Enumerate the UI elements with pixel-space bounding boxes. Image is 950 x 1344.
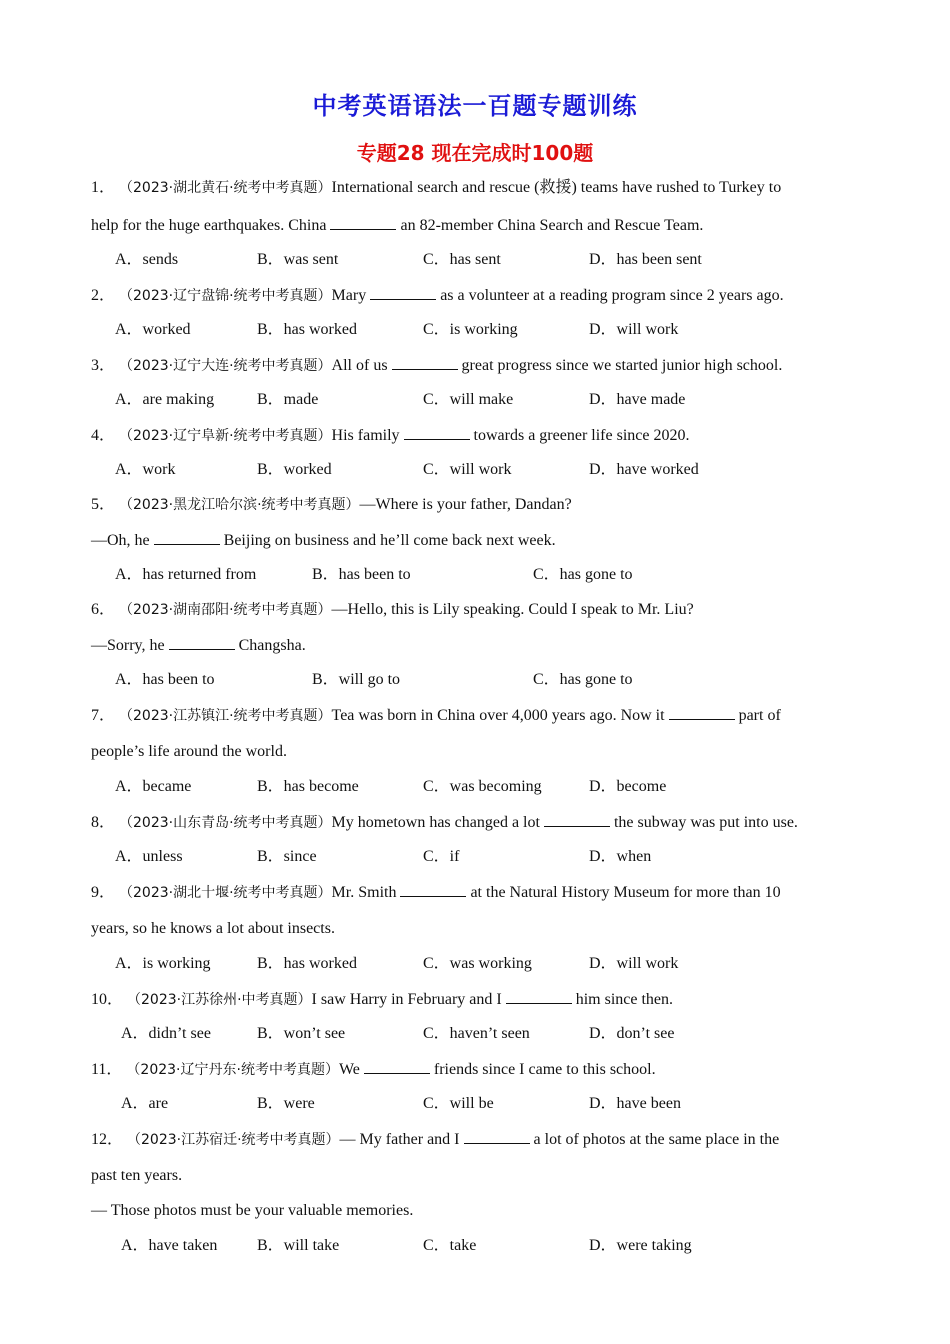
option-c: C．was becoming <box>423 778 542 795</box>
question-text: help for the huge earthquakes. China <box>91 217 327 234</box>
question-6-stem <box>91 600 694 620</box>
answer-blank <box>464 1129 530 1144</box>
question-text: —Oh, he <box>91 532 150 549</box>
question-text: —Where is your father, Dandan? <box>359 496 572 513</box>
question-text: an 82-member China Search and Rescue Team. <box>400 217 704 234</box>
question-4-stem <box>91 425 689 446</box>
question-number: 6． <box>91 601 116 618</box>
question-source: （2023·山东青岛·统考中考真题） <box>119 815 332 831</box>
question-source: （2023·湖北十堰·统考中考真题） <box>119 885 332 901</box>
question-text: past ten years. <box>91 1167 183 1184</box>
question-5-stem <box>91 495 572 515</box>
question-source: （2023·辽宁阜新·统考中考真题） <box>119 428 332 444</box>
answer-blank <box>400 882 466 897</box>
answer-blank <box>544 812 610 827</box>
option-c: C．if <box>423 848 460 865</box>
option-d: D．become <box>589 778 667 795</box>
option-a: A．are <box>121 1095 169 1112</box>
question-number: 8． <box>91 814 116 831</box>
question-number: 1． <box>91 179 116 196</box>
question-number: 5． <box>91 496 116 513</box>
option-b: B．was sent <box>257 251 339 268</box>
question-text: I saw Harry in February and I <box>311 991 502 1008</box>
question-number: 10． <box>91 991 124 1008</box>
option-b: B．worked <box>257 461 332 478</box>
option-d: D．has been sent <box>589 251 702 268</box>
question-text: friends since I came to this school. <box>433 1061 656 1078</box>
question-text: — My father and I <box>339 1131 460 1148</box>
option-c: C．has gone to <box>533 566 633 583</box>
question-6-stem-line2 <box>91 635 306 656</box>
question-text: a lot of photos at the same place in the <box>533 1131 780 1148</box>
question-number: 12． <box>91 1131 124 1148</box>
question-text: His family <box>331 427 400 444</box>
option-b: B．since <box>257 848 317 865</box>
question-source: （2023·江苏镇江·统考中考真题） <box>119 708 332 724</box>
question-text: part of <box>738 707 781 724</box>
question-text: at the Natural History Museum for more than 10 <box>470 884 781 901</box>
page-title: 中考英语语法一百题专题训练 <box>312 92 638 120</box>
question-number: 3． <box>91 357 116 374</box>
question-text: Mr. Smith <box>331 884 397 901</box>
question-source: （2023·湖南邵阳·统考中考真题） <box>119 602 332 618</box>
question-source: （2023·辽宁丹东·统考中考真题） <box>126 1062 339 1078</box>
option-a: A．have taken <box>121 1237 218 1254</box>
answer-blank <box>330 215 396 230</box>
option-d: D．have been <box>589 1095 681 1112</box>
option-c: C．haven’t seen <box>423 1025 530 1042</box>
option-c: C．was working <box>423 955 532 972</box>
question-5-stem-line2 <box>91 530 556 551</box>
option-d: D．have made <box>589 391 686 408</box>
question-text: —Hello, this is Lily speaking. Could I speak to Mr. Liu? <box>331 601 694 618</box>
question-7-stem <box>91 705 781 726</box>
question-text: All of us <box>331 357 388 374</box>
option-b: B．were <box>257 1095 315 1112</box>
option-c: C．has gone to <box>533 671 633 688</box>
question-number: 4． <box>91 427 116 444</box>
option-a: A．are making <box>115 391 215 408</box>
question-number: 11． <box>91 1061 123 1078</box>
option-a: A．work <box>115 461 176 478</box>
answer-blank <box>154 530 220 545</box>
question-text: years, so he knows a lot about insects. <box>91 920 335 937</box>
option-c: C．take <box>423 1237 477 1254</box>
question-source: （2023·辽宁大连·统考中考真题） <box>119 358 332 374</box>
question-9-stem-line2 <box>91 919 335 939</box>
option-d: D．will work <box>589 321 679 338</box>
question-source: （2023·江苏宿迁·统考中考真题） <box>127 1132 340 1148</box>
question-8-stem <box>91 812 798 833</box>
option-a: A．sends <box>115 251 179 268</box>
question-number: 2． <box>91 287 116 304</box>
question-text: —Sorry, he <box>91 637 165 654</box>
question-12-stem-line3 <box>91 1201 413 1221</box>
question-12-stem <box>91 1129 779 1150</box>
option-a: A．became <box>115 778 192 795</box>
question-11-stem <box>91 1059 656 1080</box>
question-text: International search and rescue (救援) teams have rushed to Turkey to <box>331 179 782 196</box>
question-source: （2023·辽宁盘锦·统考中考真题） <box>119 288 332 304</box>
option-c: C．will make <box>423 391 514 408</box>
option-d: D．when <box>589 848 652 865</box>
option-a: A．didn’t see <box>121 1025 211 1042</box>
answer-blank <box>404 425 470 440</box>
question-text: My hometown has changed a lot <box>331 814 540 831</box>
option-b: B．has become <box>257 778 359 795</box>
option-b: B．will go to <box>312 671 401 688</box>
answer-blank <box>370 285 436 300</box>
answer-blank <box>392 355 458 370</box>
option-a: A．is working <box>115 955 211 972</box>
page-subtitle: 专题28 现在完成时100题 <box>356 141 594 165</box>
question-9-stem <box>91 882 781 903</box>
question-10-stem <box>91 989 673 1010</box>
question-12-stem-line2 <box>91 1166 182 1186</box>
option-a: A．worked <box>115 321 191 338</box>
question-text: — Those photos must be your valuable memories. <box>91 1202 414 1219</box>
question-source: （2023·黑龙江哈尔滨·统考中考真题） <box>119 497 360 513</box>
option-d: D．were taking <box>589 1237 692 1254</box>
question-text: Changsha. <box>238 637 306 654</box>
question-text: Tea was born in China over 4,000 years ago. Now it <box>331 707 665 724</box>
question-7-stem-line2 <box>91 742 287 762</box>
answer-blank <box>669 705 735 720</box>
option-a: A．unless <box>115 848 183 865</box>
option-c: C．will be <box>423 1095 494 1112</box>
option-a: A．has returned from <box>115 566 257 583</box>
question-text: Beijing on business and he’ll come back next week. <box>223 532 556 549</box>
option-d: D．will work <box>589 955 679 972</box>
option-c: C．is working <box>423 321 518 338</box>
option-d: D．have worked <box>589 461 699 478</box>
answer-blank <box>506 989 572 1004</box>
option-b: B．has worked <box>257 955 357 972</box>
answer-blank <box>169 635 235 650</box>
question-1-stem-line2 <box>91 215 703 236</box>
question-text: great progress since we started junior high school. <box>461 357 783 374</box>
question-number: 7． <box>91 707 116 724</box>
question-text: We <box>338 1061 360 1078</box>
question-3-stem <box>91 355 782 376</box>
option-b: B．has worked <box>257 321 357 338</box>
question-text: as a volunteer at a reading program since 2 years ago. <box>440 287 784 304</box>
question-text: people’s life around the world. <box>91 743 287 760</box>
question-number: 9． <box>91 884 116 901</box>
option-a: A．has been to <box>115 671 215 688</box>
question-text: him since then. <box>575 991 674 1008</box>
option-c: C．will work <box>423 461 512 478</box>
option-b: B．will take <box>257 1237 340 1254</box>
answer-blank <box>364 1059 430 1074</box>
question-2-stem <box>91 285 784 306</box>
option-b: B．won’t see <box>257 1025 346 1042</box>
question-text: towards a greener life since 2020. <box>473 427 690 444</box>
question-source: （2023·江苏徐州·中考真题） <box>127 992 312 1008</box>
option-c: C．has sent <box>423 251 501 268</box>
question-source: （2023·湖北黄石·统考中考真题） <box>119 180 332 196</box>
option-b: B．has been to <box>312 566 411 583</box>
question-text: Mary <box>331 287 367 304</box>
option-b: B．made <box>257 391 319 408</box>
question-1-stem <box>91 178 781 198</box>
option-d: D．don’t see <box>589 1025 675 1042</box>
question-text: the subway was put into use. <box>613 814 798 831</box>
